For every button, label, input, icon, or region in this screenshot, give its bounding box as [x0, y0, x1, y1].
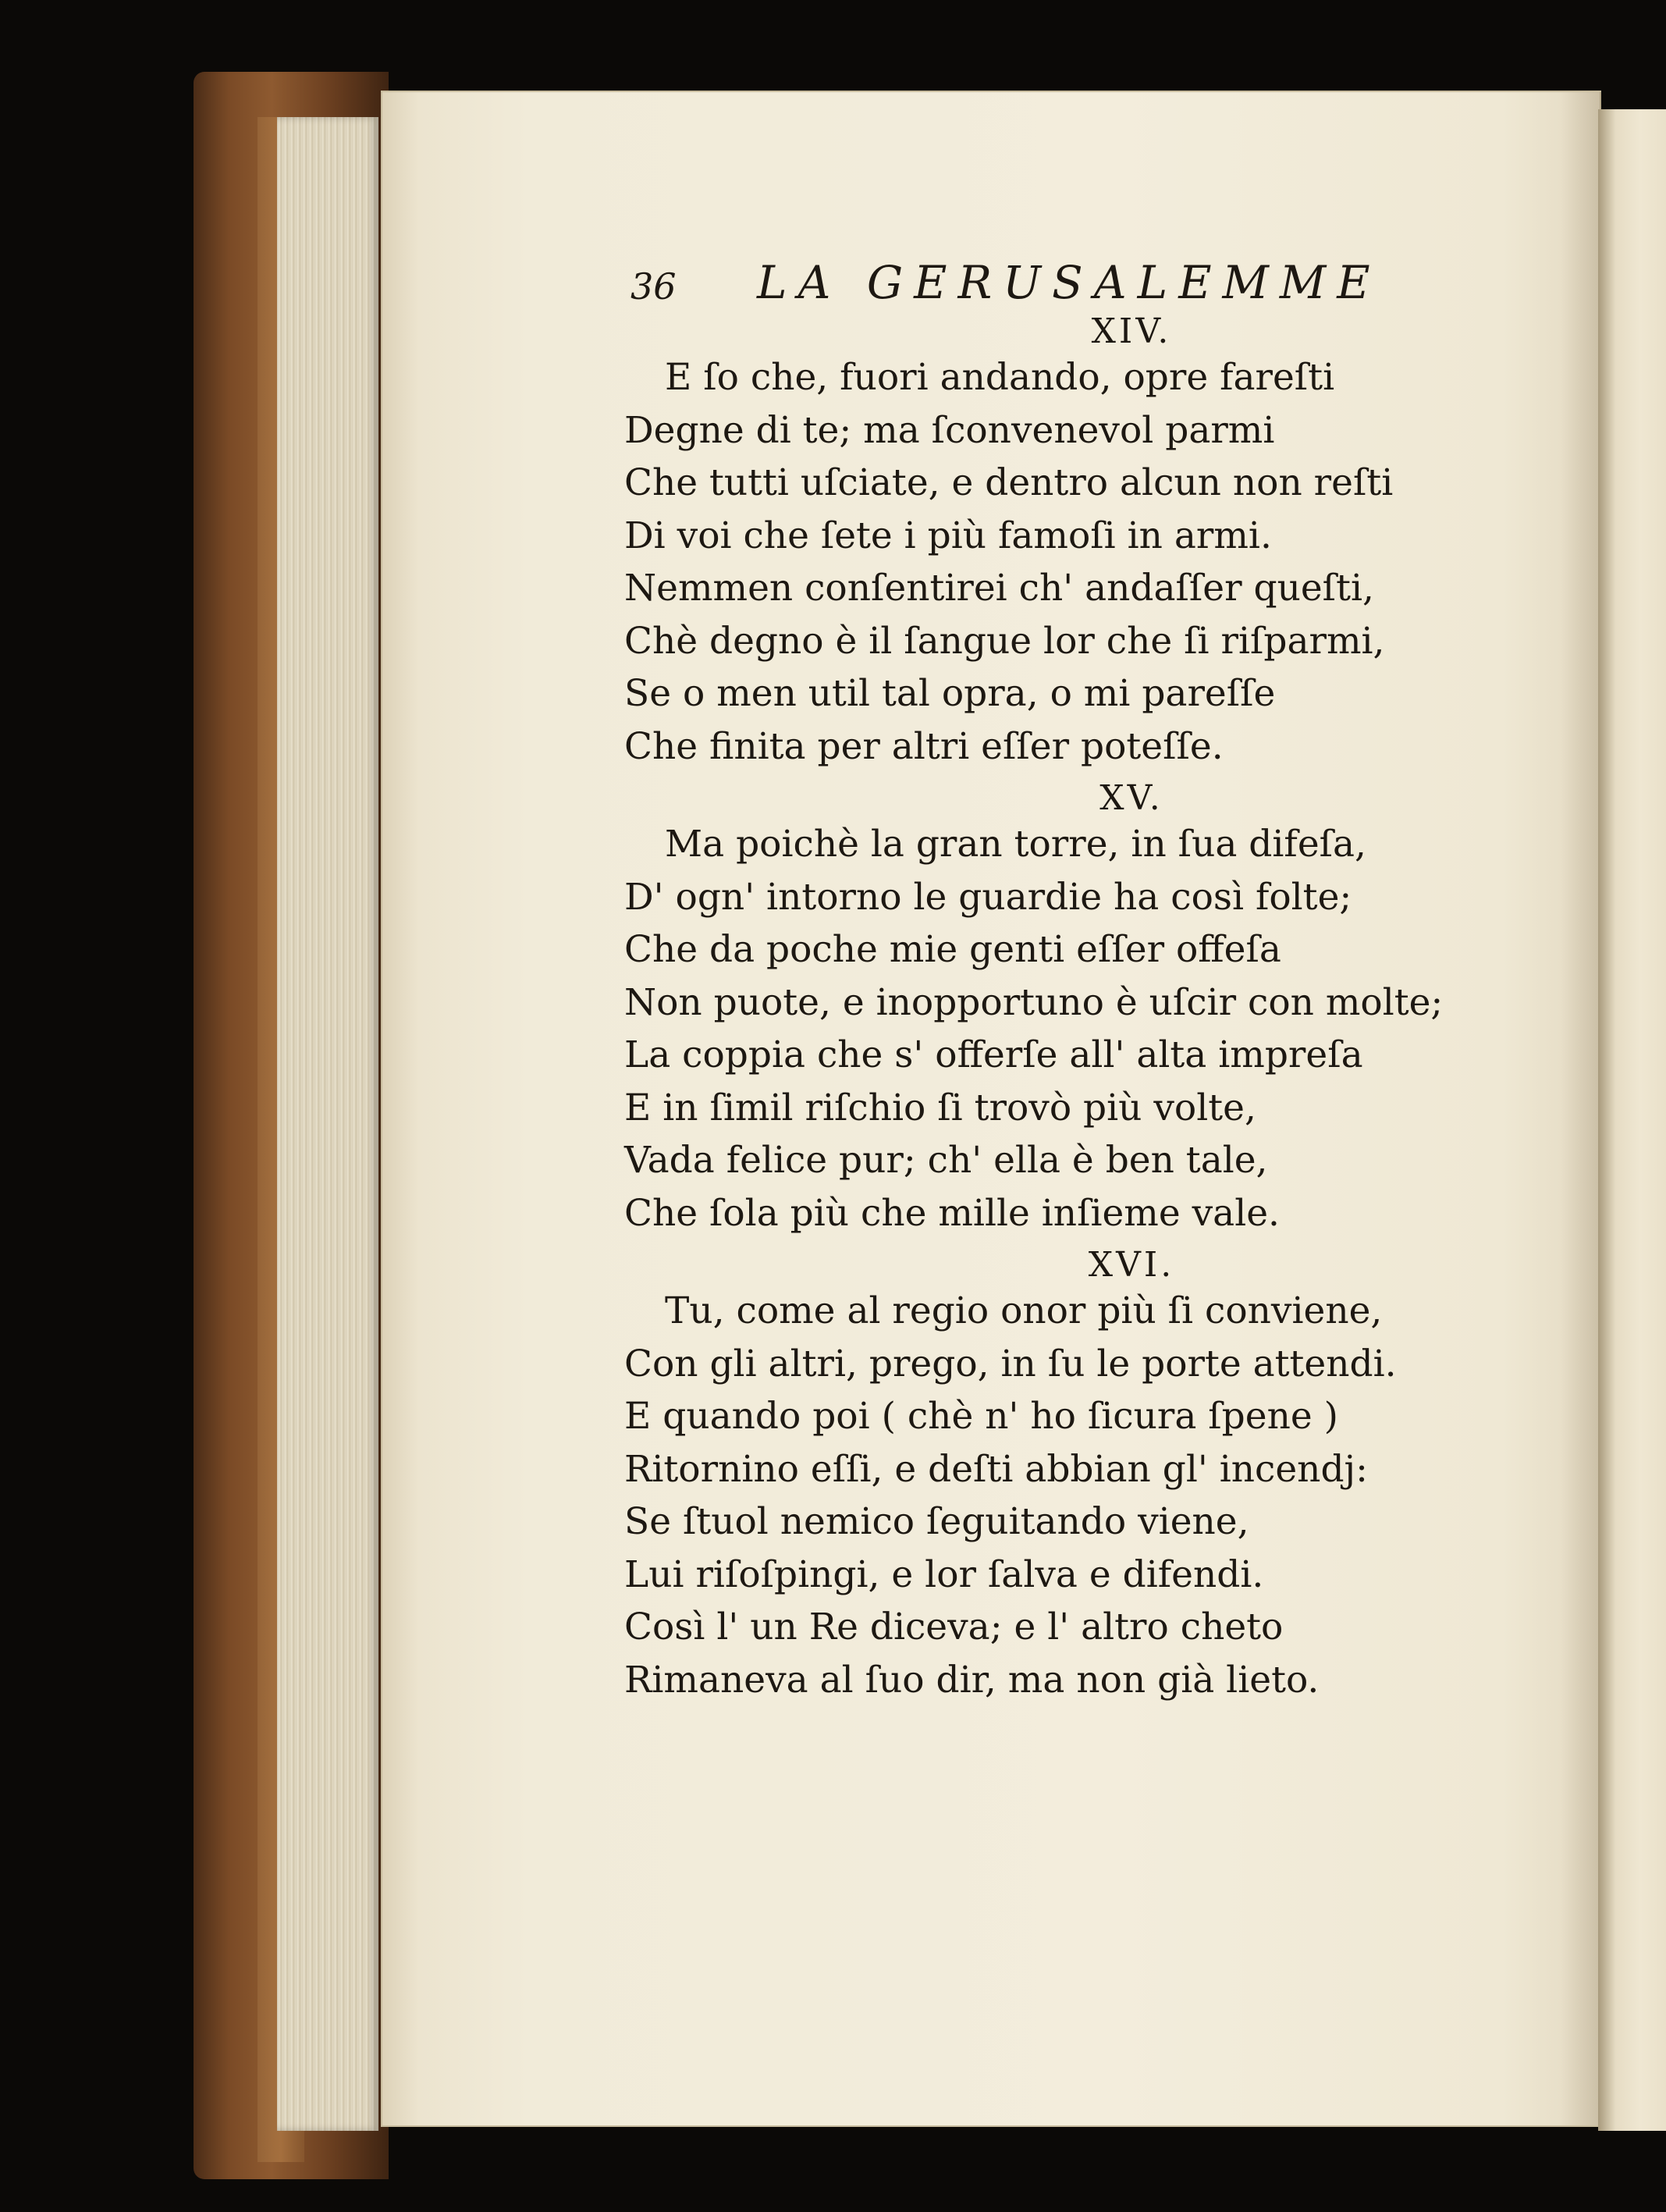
page-block-edge: [277, 117, 378, 2131]
stanza-number: XV.: [1099, 778, 1163, 818]
verse-line: E ſo che, fuori andando, opre fareſti: [665, 356, 1335, 399]
verse-line: Vada felice pur; ch' ella è ben tale,: [624, 1139, 1268, 1182]
verse-line: Di voi che ſete i più famoſi in armi.: [624, 514, 1272, 557]
verse-line: Così l' un Re diceva; e l' altro cheto: [624, 1606, 1284, 1648]
stanza-number: XVI.: [1088, 1245, 1175, 1285]
verse-line: Ma poichè la gran torre, in ſua difeſa,: [665, 823, 1366, 866]
verse-line: Se ſtuol nemico ſeguitando viene,: [624, 1500, 1249, 1543]
verse-line: D' ogn' intorno le guardie ha così folte;: [624, 875, 1352, 919]
page-text: [624, 250, 1483, 1712]
page-number: 36: [631, 265, 677, 308]
verse-line: E in ſimil riſchio ſi trovò più volte,: [624, 1086, 1256, 1129]
stanza: [624, 312, 1483, 773]
verse-line: Nemmen conſentirei ch' andaſſer queſti,: [624, 567, 1374, 610]
facing-page-edge: [1598, 109, 1666, 2131]
verse-line: E quando poi ( chè n' ho ſicura ſpene ): [624, 1395, 1338, 1438]
verse-line: Tu, come al regio onor più ſi conviene,: [665, 1289, 1383, 1332]
running-head: [624, 250, 1483, 312]
verse-line: Che tutti uſciate, e dentro alcun non reſti: [624, 461, 1394, 504]
verse-line: Con gli altri, prego, in ſu le porte attendi.: [624, 1342, 1397, 1385]
verse-line: Rimaneva al ſuo dir, ma non già lieto.: [624, 1658, 1320, 1702]
verse-line: Che ſola più che mille inſieme vale.: [624, 1191, 1280, 1235]
stanza: [624, 1246, 1483, 1706]
stanza-number: XIV.: [1091, 311, 1172, 351]
verse-line: Non puote, e inopportuno è uſcir con molte;: [624, 980, 1444, 1024]
verse-line: Ritornino eſſi, e deſti abbian gl' incendj:: [624, 1447, 1368, 1491]
verse-line: Che da poche mie genti eſſer offeſa: [624, 928, 1281, 971]
verse-line: Se o men util tal opra, o mi pareſſe: [624, 672, 1276, 715]
verse-line: La coppia che s' offerſe all' alta impreſa: [624, 1033, 1363, 1076]
verse-line: Chè degno è il ſangue lor che ſi riſparmi,: [624, 619, 1385, 663]
verse-line: Che finita per altri eſſer poteſſe.: [624, 724, 1224, 768]
stanza: [624, 779, 1483, 1239]
running-title: LA GERUSALEMME: [757, 256, 1381, 309]
verse-line: Degne di te; ma ſconvenevol parmi: [624, 408, 1275, 452]
gutter-shadow: [1561, 92, 1601, 2125]
verse-line: Lui riſoſpingi, e lor ſalva e difendi.: [624, 1552, 1264, 1596]
